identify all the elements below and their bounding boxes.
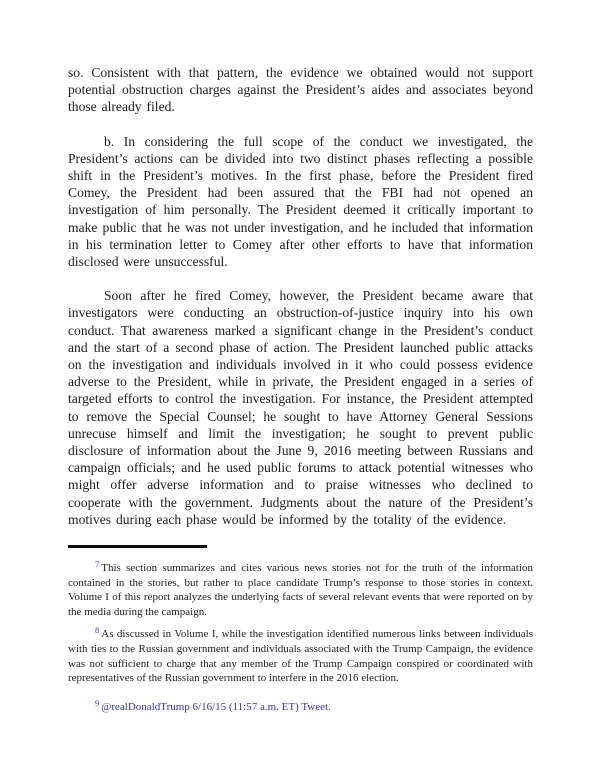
footnote-text: This section summarizes and cites various news stories not for the truth of the information contained in the stories, but rather to place candidate Trump’s response to those stories in context. Volume I of this report analyzes the underlying facts of several relevant events that were reported on by the media during the campaign. [68, 562, 533, 618]
footnote-separator-rule [68, 545, 207, 548]
body-paragraph: b. In considering the full scope of the conduct we investigated, the President’s actions can be divided into two distinct phases reflecting a possible shift in the President’s motives. In the first phase, before the President fired Comey, the President had been assured that the FBI had not opened an investigation of him personally. The President deemed it critically important to make public that he was not under investigation, and he included that information in his termination letter to Comey after other efforts to have that information disclosed were unsuccessful. [68, 133, 533, 270]
footnote-number: 8 [95, 625, 100, 636]
footnote [68, 627, 533, 685]
footnote-text: As discussed in Volume I, while the investigation identified numerous links between individuals with ties to the Russian government and individuals associated with the Trump Campaign, the evidence was not sufficient to charge that any member of the Trump Campaign conspired or coordinated with representatives of the Russian government to interfere in the 2016 election. [68, 628, 533, 685]
body-paragraph: so. Consistent with that pattern, the evidence we obtained would not support potential obstruction charges against the President’s aides and associates beyond those already filed. [68, 65, 533, 115]
footnotes-block [68, 561, 533, 714]
footnote-number: 9 [95, 697, 100, 708]
body-text-block [68, 64, 533, 528]
body-paragraph: Soon after he fired Comey, however, the President became aware that investigators were conducting an obstruction-of-justice inquiry into his own conduct. That awareness marked a significant change in the President’s conduct and the start of a second phase of action. The President launched public attacks on the investigation and individuals involved in it who could possess evidence adverse to the President, while in private, the President engaged in a series of targeted efforts to control the investigation. For instance, the President attempted to remove the Special Counsel; he sought to have Attorney General Sessions unrecuse himself and limit the investigation; he sought to prevent public disclosure of information about the June 9, 2016 meeting between Russians and campaign officials; and he used public forums to attack potential witnesses who might offer adverse information and to praise witnesses who declined to cooperate with the government. Judgments about the nature of the President’s motives during each phase would be informed by the totality of the evidence. [68, 288, 533, 527]
footnote [68, 561, 533, 619]
footnote-tweet-link[interactable]: @realDonaldTrump 6/16/15 (11:57 a.m. ET) Tweet. [101, 700, 331, 713]
footnote-number: 7 [95, 559, 100, 570]
footnote [68, 697, 533, 715]
